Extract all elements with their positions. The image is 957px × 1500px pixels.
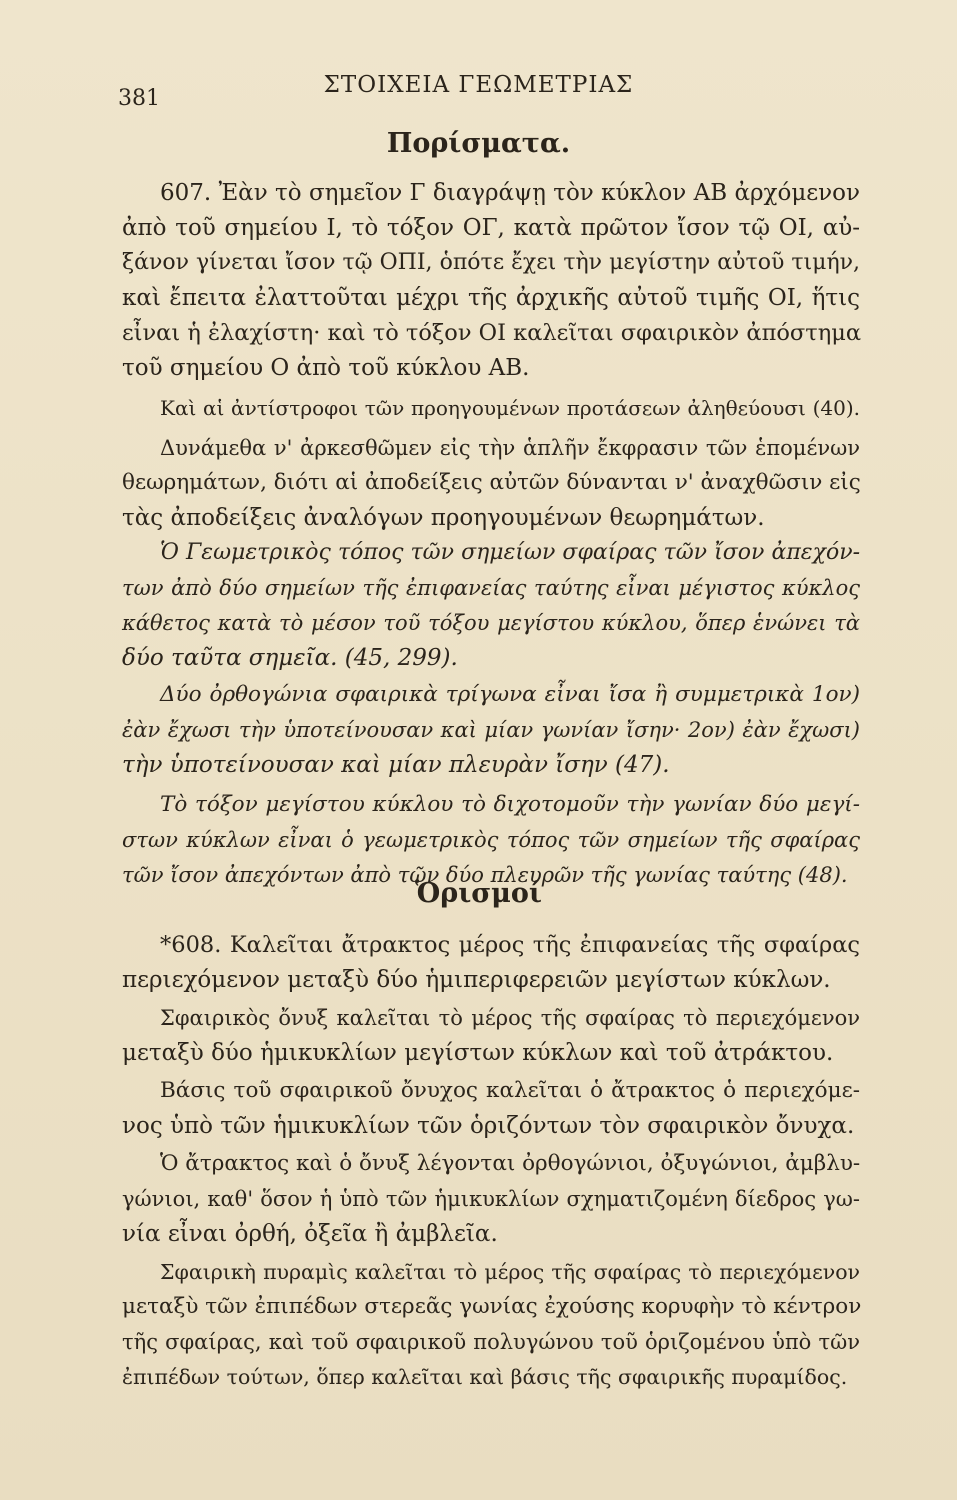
text-line: Τὸ τόξον μεγίστου κύκλου τὸ διχοτομοῦν τὴν γωνίαν δύο μεγί-: [160, 792, 860, 817]
text-line: γώνιοι, καθ' ὅσον ἡ ὑπὸ τῶν ἡμικυκλίων σχηματιζομένη δίεδρος γω-: [122, 1187, 860, 1211]
text-line: στων κύκλων εἶναι ὁ γεωμετρικὸς τόπος τῶν σημείων τῆς σφαίρας: [122, 828, 860, 852]
section-title-corollaries: Πορίσματα.: [386, 128, 571, 159]
section-title-definitions: Ὁρισμοί: [415, 878, 542, 909]
text-line: μεταξὺ δύο ἡμικυκλίων μεγίστων κύκλων καὶ τοῦ ἀτράκτου.: [122, 1040, 834, 1066]
text-line: Βάσις τοῦ σφαιρικοῦ ὄνυχος καλεῖται ὁ ἄτρακτος ὁ περιεχόμε-: [160, 1078, 860, 1103]
text-line: Δυνάμεθα ν' ἀρκεσθῶμεν εἰς τὴν ἁπλῆν ἔκφρασιν τῶν ἑπομένων: [160, 436, 860, 460]
text-line: Σφαιρικὴ πυραμὶς καλεῖται τὸ μέρος τῆς σφαίρας τὸ περιεχόμενον: [160, 1260, 860, 1284]
text-line: ἀπὸ τοῦ σημείου Ι, τὸ τόξον ΟΓ, κατὰ πρῶτον ἴσον τῷ ΟΙ, αὐ-: [122, 215, 860, 241]
text-line: Σφαιρικὸς ὄνυξ καλεῖται τὸ μέρος τῆς σφαίρας τὸ περιεχόμενον: [160, 1006, 860, 1030]
running-title: ΣΤΟΙΧΕΙΑ ΓΕΩΜΕΤΡΙΑΣ: [323, 72, 634, 98]
text-line: νος ὑπὸ τῶν ἡμικυκλίων τῶν ὁριζόντων τὸν σφαιρικὸν ὄνυχα.: [122, 1113, 855, 1139]
text-line: περιεχόμενον μεταξὺ δύο ἡμιπεριφερειῶν μεγίστων κύκλων.: [122, 967, 831, 993]
text-line: Ὁ ἄτρακτος καὶ ὁ ὄνυξ λέγονται ὀρθογώνιοι, ὀξυγώνιοι, ἀμβλυ-: [160, 1151, 861, 1176]
text-line: *608. Καλεῖται ἄτρακτος μέρος τῆς ἐπιφανείας τῆς σφαίρας: [160, 932, 860, 958]
text-line: τῆς σφαίρας, καὶ τοῦ σφαιρικοῦ πολυγώνου τοῦ ὁριζομένου ὑπὸ τῶν: [122, 1330, 860, 1354]
text-line: ξάνον γίνεται ἴσον τῷ ΟΠΙ, ὁπότε ἔχει τὴν μεγίστην αὐτοῦ τιμήν,: [122, 250, 860, 275]
text-line: 607. Ἐὰν τὸ σημεῖον Γ διαγράψῃ τὸν κύκλον ΑΒ ἀρχόμενον: [160, 180, 860, 206]
text-line: δύο ταῦτα σημεῖα. (45, 299).: [122, 645, 458, 671]
text-line: μεταξὺ τῶν ἐπιπέδων στερεᾶς γωνίας ἐχούσης κορυφὴν τὸ κέντρον: [122, 1294, 862, 1319]
text-line: Ὁ Γεωμετρικὸς τόπος τῶν σημείων σφαίρας τῶν ἴσον ἀπεχόν-: [160, 540, 860, 565]
text-line: Δύο ὀρθογώνια σφαιρικὰ τρίγωνα εἶναι ἴσα ἢ συμμετρικὰ 1ον): [160, 682, 860, 707]
text-line: εἶναι ἡ ἐλαχίστη· καὶ τὸ τόξον ΟΙ καλεῖται σφαιρικὸν ἀπόστημα: [122, 320, 862, 346]
text-line: κάθετος κατὰ τὸ μέσον τοῦ τόξου μεγίστου κύκλου, ὅπερ ἑνώνει τὰ: [122, 611, 860, 635]
text-line: Καὶ αἱ ἀντίστροφοι τῶν προηγουμένων προτάσεων ἀληθεύουσι (40).: [160, 396, 860, 420]
text-line: καὶ ἔπειτα ἐλαττοῦται μέχρι τῆς ἀρχικῆς αὐτοῦ τιμῆς ΟΙ, ἥτις: [122, 285, 860, 311]
text-line: τοῦ σημείου Ο ἀπὸ τοῦ κύκλου ΑΒ.: [122, 355, 530, 381]
page-number: 381: [118, 86, 160, 111]
text-line: τῶν ἴσον ἀπεχόντων ἀπὸ τῶν δύο πλευρῶν τῆς γωνίας ταύτης (48).: [122, 863, 848, 887]
text-line: νία εἶναι ὀρθή, ὀξεῖα ἢ ἀμβλεῖα.: [122, 1221, 498, 1247]
text-line: τὰς ἀποδείξεις ἀναλόγων προηγουμένων θεωρημάτων.: [122, 505, 765, 531]
text-line: τὴν ὑποτείνουσαν καὶ μίαν πλευρὰν ἴσην (47).: [122, 752, 670, 778]
text-line: των ἀπὸ δύο σημείων τῆς ἐπιφανείας ταύτης εἶναι μέγιστος κύκλος: [122, 576, 860, 600]
text-line: θεωρημάτων, διότι αἱ ἀποδείξεις αὐτῶν δύνανται ν' ἀναχθῶσιν εἰς: [122, 470, 861, 495]
text-line: ἐπιπέδων τούτων, ὅπερ καλεῖται καὶ βάσις τῆς σφαιρικῆς πυραμίδος.: [122, 1365, 848, 1389]
text-line: ἐὰν ἔχωσι τὴν ὑποτείνουσαν καὶ μίαν γωνίαν ἴσην· 2ον) ἐὰν ἔχωσι): [122, 718, 860, 742]
